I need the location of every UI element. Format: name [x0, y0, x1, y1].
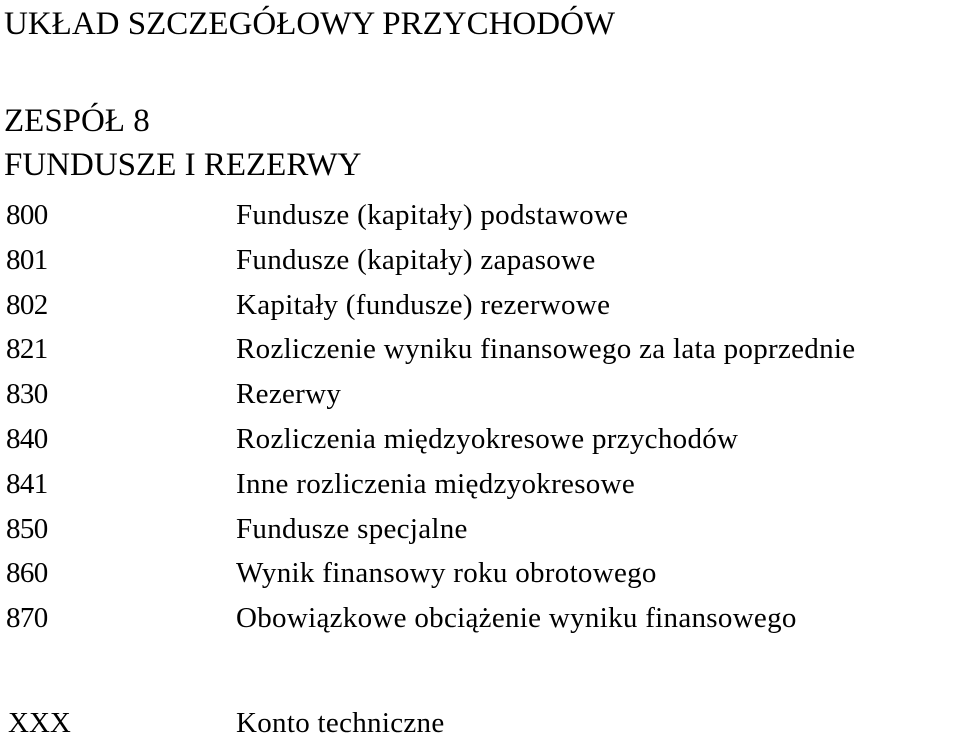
account-list [0, 197, 960, 645]
account-row [0, 511, 960, 556]
account-code: 850 [6, 512, 48, 545]
technical-account-code: XXX [8, 707, 71, 739]
account-name: Fundusze (kapitały) zapasowe [236, 243, 596, 276]
account-code: 860 [6, 557, 48, 590]
account-row [0, 466, 960, 511]
technical-account-row [0, 705, 960, 741]
account-name: Rozliczenia międzyokresowe przychodów [236, 422, 739, 455]
account-code: 870 [6, 602, 48, 635]
section-name: FUNDUSZE I REZERWY [4, 147, 362, 183]
technical-account-name: Konto techniczne [236, 707, 445, 739]
account-code: 821 [6, 333, 48, 366]
account-code: 800 [6, 199, 48, 231]
account-code: 830 [6, 378, 48, 411]
account-name: Kapitały (fundusze) rezerwowe [236, 288, 611, 321]
account-row [0, 376, 960, 421]
account-name: Rezerwy [236, 378, 342, 411]
account-row [0, 421, 960, 466]
account-name: Fundusze specjalne [236, 512, 468, 545]
account-name: Wynik finansowy roku obrotowego [236, 557, 657, 590]
account-code: 802 [6, 288, 48, 321]
account-name: Inne rozliczenia międzyokresowe [236, 467, 636, 500]
account-code: 840 [6, 422, 48, 455]
document-title: UKŁAD SZCZEGÓŁOWY PRZYCHODÓW [4, 6, 616, 42]
account-row [0, 197, 960, 242]
account-row [0, 600, 960, 645]
section-number: ZESPÓŁ 8 [4, 103, 150, 139]
account-name: Obowiązkowe obciążenie wyniku finansowego [236, 602, 797, 635]
account-code: 841 [6, 467, 48, 500]
account-code: 801 [6, 243, 48, 276]
account-name: Rozliczenie wyniku finansowego za lata poprzednie [236, 333, 856, 366]
account-name: Fundusze (kapitały) podstawowe [236, 199, 629, 231]
account-row [0, 242, 960, 287]
account-row [0, 331, 960, 376]
account-row [0, 555, 960, 600]
account-row [0, 287, 960, 332]
